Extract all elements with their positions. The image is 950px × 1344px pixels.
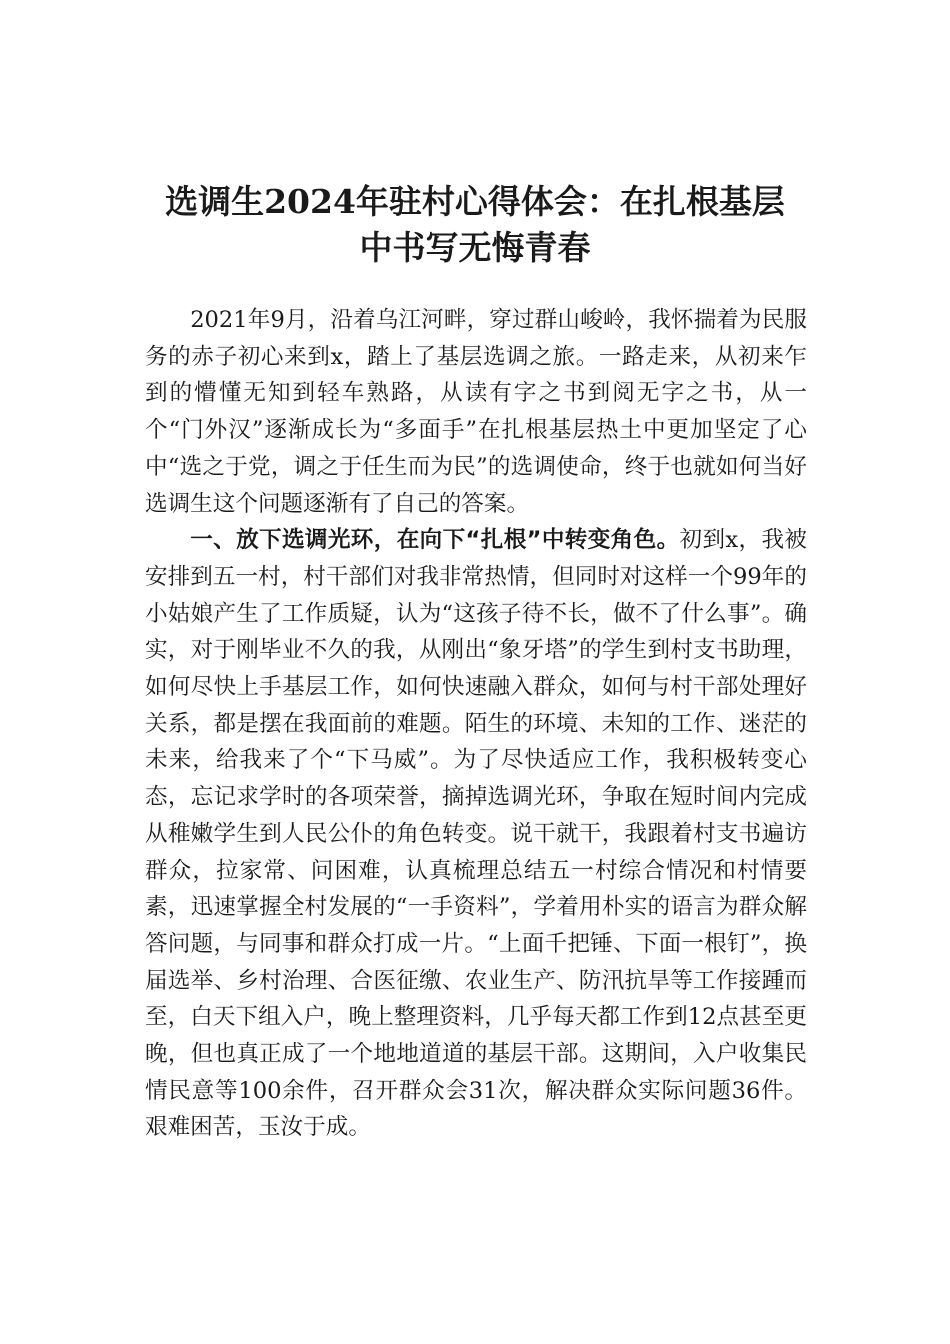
paragraph-intro (145, 302, 807, 522)
document-title-line-1: 选调生2024年驻村心得体会：在扎根基层 (165, 182, 785, 221)
paragraph-section-one (145, 522, 807, 1146)
paragraph-intro-text: 2021年9月，沿着乌江河畔，穿过群山峻岭，我怀揣着为民服务的赤子初心来到x，踏上了基层选调之旅。一路走来，从初来乍到的懵懂无知到轻车熟路，从读有字之书到阅无字之书，从一个“门外汉”逐渐成长为“多面手”在扎根基层热土中更加坚定了心中“选之于党，调之于任生而为民”的选调使命，终于也就如何当好选调生这个问题逐渐有了自己的答案。 (145, 307, 807, 517)
section-one-text: 初到x，我被安排到五一村，村干部们对我非常热情，但同时对这样一个99年的小姑娘产生了工作质疑，认为“这孩子待不长，做不了什么事”。确实，对于刚毕业不久的我，从刚出“象牙塔”的学生到村支书助理，如何尽快上手基层工作，如何快速融入群众，如何与村干部处理好关系，都是摆在我面前的难题。陌生的环境、未知的工作、迷茫的未来，给我来了个“下马威”。为了尽快适应工作，我积极转变心态，忘记求学时的各项荣誉，摘掉选调光环，争取在短时间内完成从稚嫩学生到人民公仆的角色转变。说干就干，我跟着村支书遍访群众，拉家常、问困难，认真梳理总结五一村综合情况和村情要素，迅速掌握全村发展的“一手资料”，学着用朴实的语言为群众解答问题，与同事和群众打成一片。“上面千把锤、下面一根钉”，换届选举、乡村治理、合医征缴、农业生产、防汛抗旱等工作接踵而至，白天下组入户，晚上整理资料，几乎每天都工作到12点甚至更晚，但也真正成了一个地地道道的基层干部。这期间，入户收集民情民意等100余件，召开群众会31次，解决群众实际问题36件。艰难困苦，玉汝于成。 (145, 527, 807, 1141)
document-body (145, 302, 807, 1146)
document-title-line-2: 中书写无悔青春 (359, 228, 591, 267)
section-one-heading: 一、放下选调光环，在向下“扎根”中转变角色。 (190, 527, 680, 554)
